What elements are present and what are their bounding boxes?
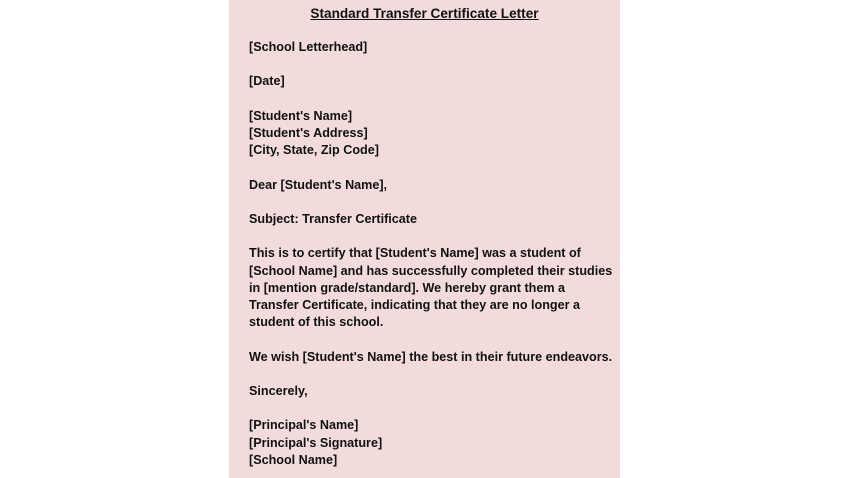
document-title: Standard Transfer Certificate Letter [310, 6, 539, 21]
principal-name: [Principal's Name] [249, 418, 359, 433]
date-block [249, 73, 617, 90]
subject-line: Subject: Transfer Certificate [249, 211, 417, 226]
body-line: student of this school. [249, 315, 384, 330]
salutation-block [249, 177, 617, 194]
signature-block [249, 417, 617, 469]
recipient-address-block [249, 108, 617, 160]
wishes-line: We wish [Student's Name] the best in their future endeavors. [249, 349, 613, 364]
letter-content [249, 4, 617, 478]
closing-block [249, 383, 617, 400]
principal-signature: [Principal's Signature] [249, 435, 383, 450]
date-placeholder: [Date] [249, 74, 285, 89]
body-paragraph [249, 245, 617, 331]
letterhead: [School Letterhead] [249, 40, 368, 54]
recipient-address: [Student's Address] [249, 125, 368, 140]
recipient-name: [Student's Name] [249, 108, 353, 123]
closing: Sincerely, [249, 383, 308, 398]
recipient-city-state-zip: [City, State, Zip Code] [249, 143, 379, 158]
body-line: [School Name] and has successfully completed their studies [249, 263, 613, 278]
body-line: in [mention grade/standard]. We hereby grant them a [249, 280, 566, 295]
body-line: Transfer Certificate, indicating that they are no longer a [249, 297, 581, 312]
signature-school-name: [School Name] [249, 452, 338, 467]
letterhead-block [249, 39, 617, 56]
wishes-block [249, 349, 617, 366]
body-line: This is to certify that [Student's Name] was a student of [249, 246, 581, 261]
letter-page [229, 0, 620, 478]
subject-block [249, 211, 617, 228]
salutation: Dear [Student's Name], [249, 177, 388, 192]
